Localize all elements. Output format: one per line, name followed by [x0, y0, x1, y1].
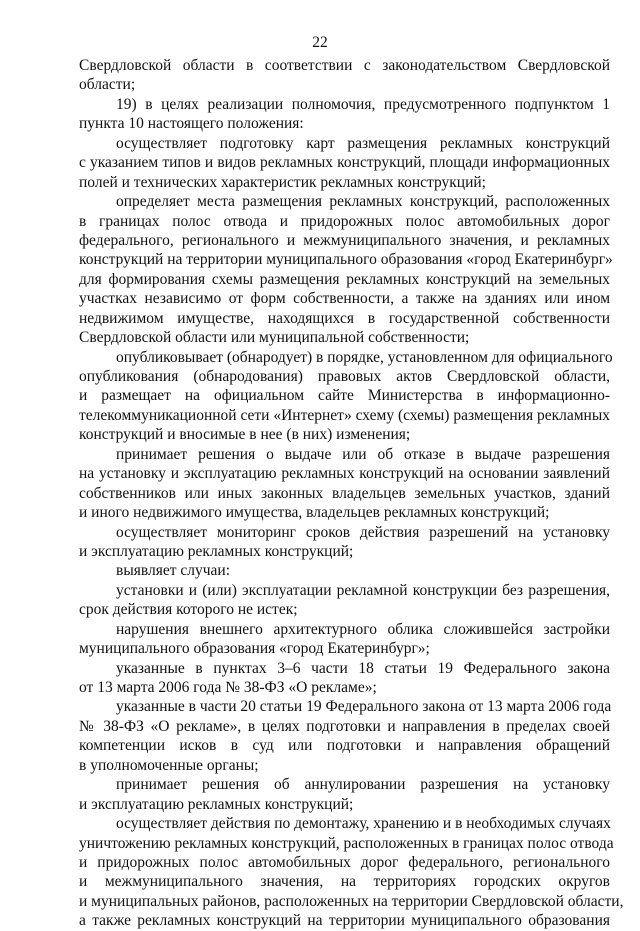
text-line: собственников или иных законных владельцев земельных участков, зданий: [79, 484, 610, 502]
text-line: осуществляет мониторинг сроков действия разрешений на установку: [116, 523, 610, 541]
text-line: с указанием типов и видов рекламных конструкций, площади информационных: [79, 154, 610, 172]
text-line: телекоммуникационной сети «Интернет» схему (схемы) размещения рекламных: [79, 406, 610, 424]
text-line: определяет места размещения рекламных конструкций, расположенных: [116, 193, 610, 211]
text-line: федерального, регионального и межмуниципального значения, и рекламных: [79, 231, 610, 249]
text-line: и эксплуатацию рекламных конструкций;: [79, 795, 354, 813]
text-line: в границах полос отвода и придорожных полос автомобильных дорог: [79, 212, 610, 230]
text-line: 19) в целях реализации полномочия, предусмотренного подпунктом 1: [116, 95, 610, 113]
text-line: от 13 марта 2006 года № 38-ФЗ «О рекламе»;: [79, 679, 377, 696]
text-line: для формирования схемы размещения рекламных конструкций на земельных: [79, 270, 610, 288]
text-line: установки и (или) эксплуатации рекламной конструкции без разрешения,: [116, 581, 610, 599]
text-line: конструкций и вносимые в нее (в них) изменения;: [79, 426, 411, 444]
text-line: Свердловской области или муниципальной собственности;: [79, 329, 470, 347]
text-line: нарушения внешнего архитектурного облика сложившейся застройки: [116, 620, 610, 638]
text-line: и размещает на официальном сайте Министерства в информационно-: [79, 387, 610, 405]
text-line: срок действия которого не истек;: [79, 601, 298, 619]
text-line: муниципального образования «город Екатеринбург»;: [79, 640, 430, 658]
text-line: участках независимо от форм собственности, а также на зданиях или ином: [79, 290, 610, 308]
text-line: и иного недвижимого имущества, владельцев рекламных конструкций;: [79, 504, 550, 522]
text-line: указанные в части 20 статьи 19 Федерального закона от 13 марта 2006 года: [116, 698, 612, 716]
text-line: пункта 10 настоящего положения:: [79, 115, 304, 133]
text-line: и муниципальных районов, расположенных на территории Свердловской области,: [79, 892, 624, 910]
text-line: принимает решения об аннулировании разрешения на установку: [116, 776, 610, 794]
text-line: уничтожению рекламных конструкций, расположенных в границах полос отвода: [79, 834, 614, 852]
text-line: в уполномоченные органы;: [79, 756, 259, 774]
text-line: принимает решения о выдаче или об отказе в выдаче разрешения: [116, 445, 610, 463]
text-line: на установку и эксплуатацию рекламных конструкций на основании заявлений: [79, 465, 610, 483]
text-line: опубликования (обнародования) правовых актов Свердловской области,: [79, 368, 610, 385]
text-line: Свердловской области в соответствии с законодательством Свердловской: [79, 57, 610, 74]
text-line: выявляет случаи:: [116, 562, 231, 580]
text-line: указанные в пунктах 3–6 части 18 статьи 19 Федерального закона: [116, 659, 610, 677]
text-line: и эксплуатацию рекламных конструкций;: [79, 542, 354, 560]
text-line: а также рекламных конструкций на территории муниципального образования: [79, 912, 610, 930]
text-line: недвижимом имуществе, находящихся в государственной собственности: [79, 309, 610, 327]
text-line: конструкций на территории муниципального образования «город Екатеринбург»: [79, 251, 613, 269]
page-number: 22: [312, 34, 328, 51]
text-line: осуществляет подготовку карт размещения рекламных конструкций: [116, 134, 610, 152]
text-line: компетенции исков в суд или подготовки и направления обращений: [79, 737, 610, 755]
text-line: области;: [79, 76, 136, 94]
text-line: полей и технических характеристик рекламных конструкций;: [79, 173, 486, 191]
text-line: и придорожных полос автомобильных дорог федерального, регионального: [79, 853, 610, 871]
body-text: [79, 56, 624, 931]
text-line: опубликовывает (обнародует) в порядке, установленном для официального: [116, 348, 613, 366]
text-line: осуществляет действия по демонтажу, хранению и в необходимых случаях: [116, 815, 611, 833]
text-line: и межмуниципального значения, на территориях городских округов: [79, 873, 610, 891]
text-line: № 38-ФЗ «О рекламе», в целях подготовки и направления в пределах своей: [79, 717, 610, 735]
